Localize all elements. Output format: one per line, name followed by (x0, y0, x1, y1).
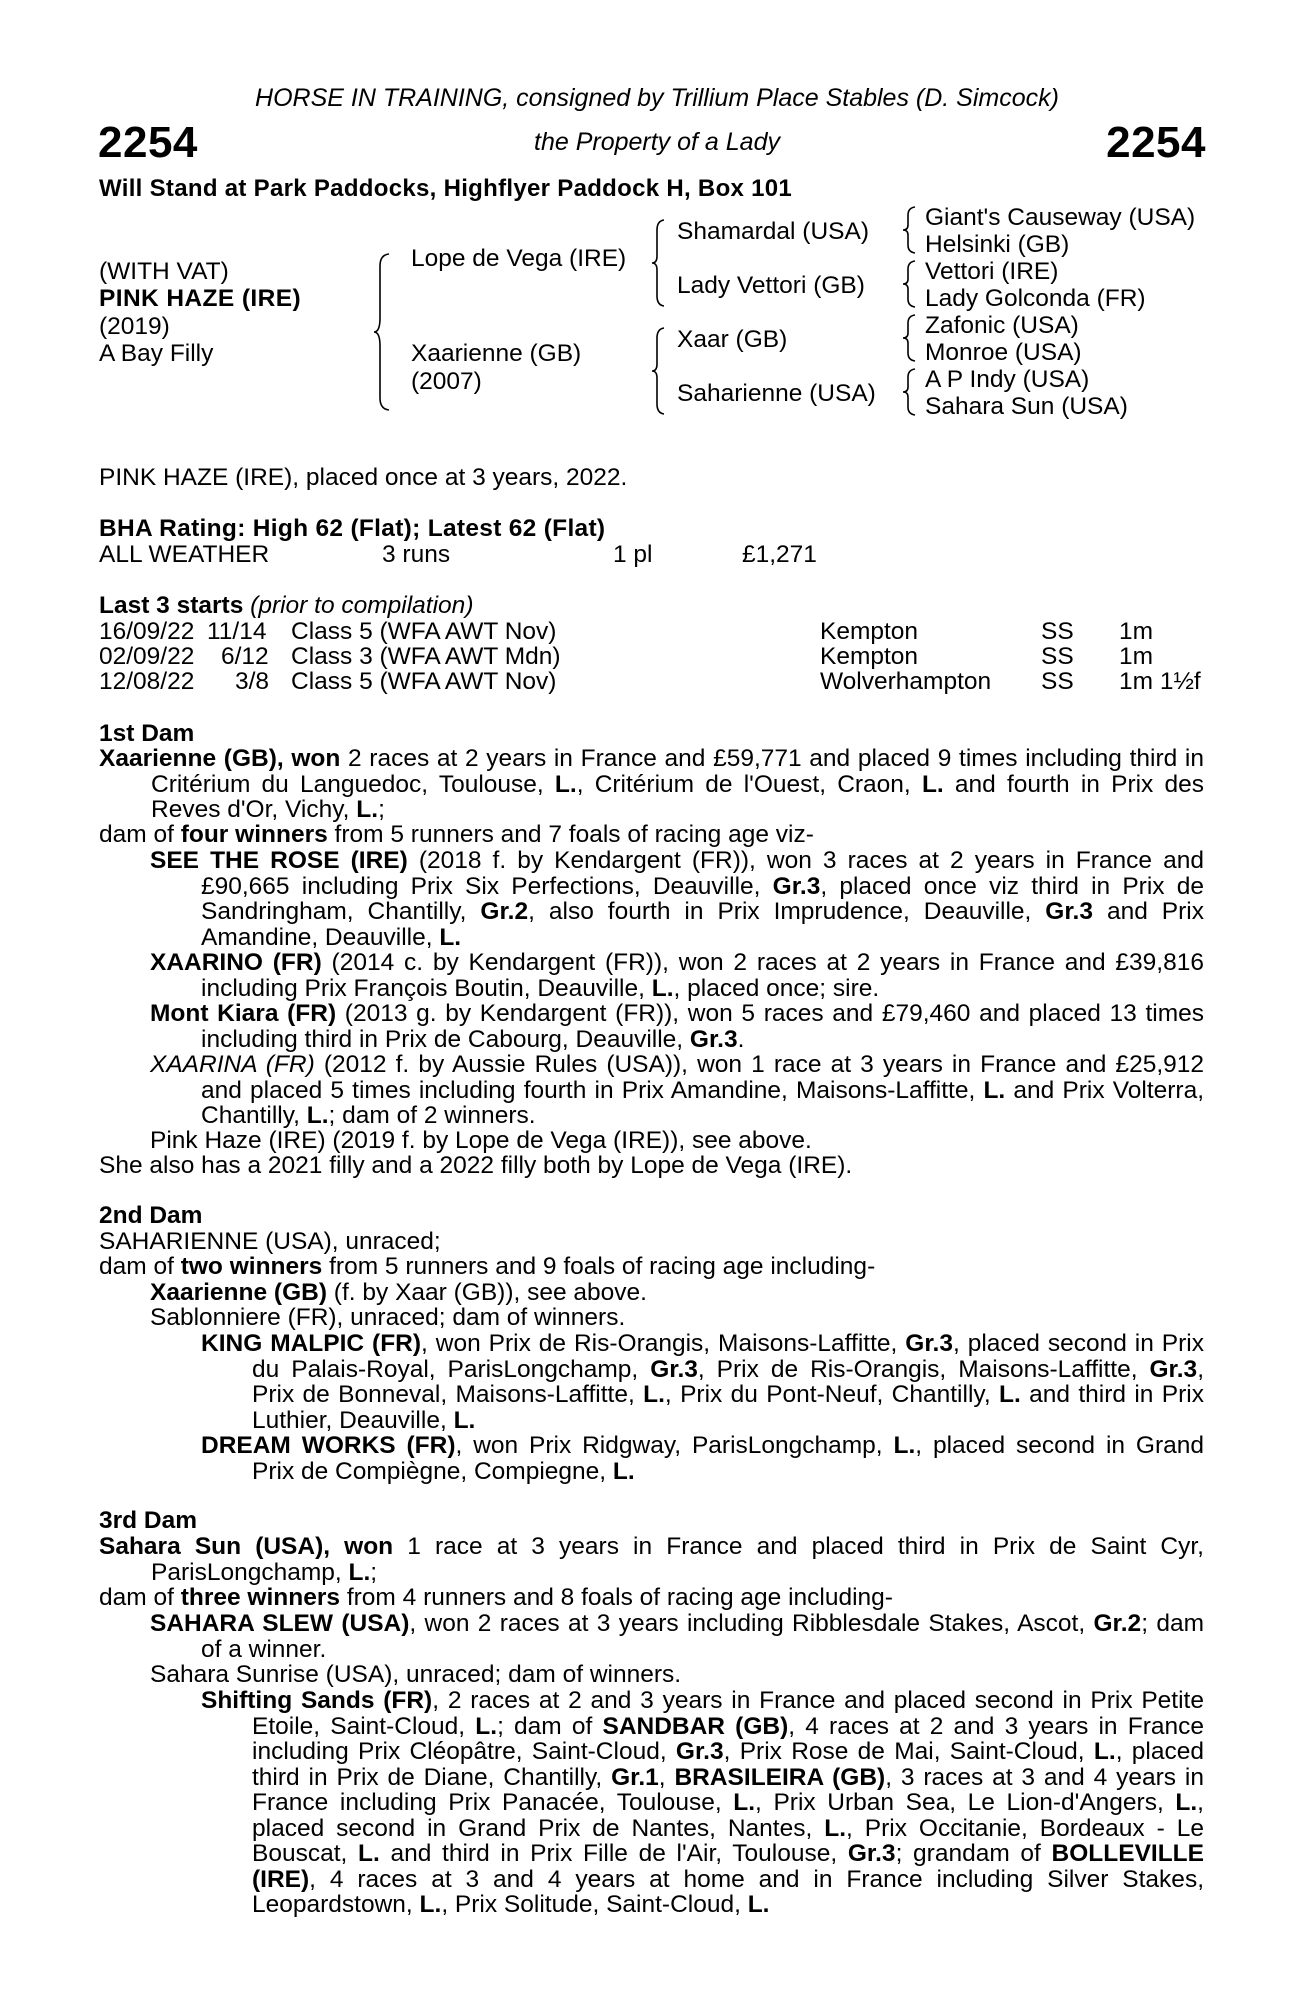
pedigree-dam-year: (2007) (411, 368, 482, 395)
offspring-name: BOLLEVILLE (IRE) (252, 1840, 1204, 1893)
text-run: 2 races at 2 years in France and £59,771 and placed 9 times including third in Critérium du Languedoc, Toulouse, (151, 745, 1205, 798)
text-run: ; dam of (497, 1712, 603, 1740)
grade-badge: Gr.3 (650, 1355, 698, 1383)
text-run: , Prix Occitanie, Bordeaux - Le Bouscat, (252, 1814, 1204, 1867)
text-run: , won 2 races at 3 years including Ribblesdale Stakes, Ascot, (409, 1610, 1094, 1637)
grade-badge: Gr.3 (689, 1025, 738, 1053)
race-summary: PINK HAZE (IRE), placed once at 3 years, 2022. (99, 464, 628, 491)
pedigree-g6: Monroe (USA) (925, 339, 1082, 366)
text-run: ; (370, 1558, 378, 1586)
start-going: SS (1041, 618, 1074, 645)
text-run: , placed third in Prix de Diane, Chantilly, (252, 1738, 1204, 1791)
pedigree-sire-sire: Shamardal (USA) (677, 218, 869, 245)
pedigree-dam-dam: Saharienne (USA) (677, 380, 876, 407)
first-dam-heading: 1st Dam (99, 720, 195, 747)
surface-placed: 1 pl (613, 541, 653, 568)
grade-badge: Gr.3 (772, 872, 821, 900)
text-run: (2014 c. by Kendargent (FR)), won 2 races at 2 years in France and £39,816 including Prix François Boutin, Deauville, (201, 949, 1204, 1002)
text-run: , placed once; sire. (673, 974, 880, 1002)
grade-badge: L. (651, 974, 674, 1002)
first-dam-name: Xaarienne (GB), won (99, 745, 341, 772)
start-race: Class 5 (WFA AWT Nov) (291, 668, 557, 695)
text-run: and Prix Volterra, Chantilly, (201, 1076, 1205, 1129)
start-position: 6/12 (221, 643, 269, 670)
grade-badge: L. (824, 1814, 847, 1842)
grade-badge: L. (893, 1432, 916, 1459)
text-run: , 4 races at 2 and 3 years in France including Prix Cléopâtre, Saint-Cloud, (252, 1712, 1204, 1765)
text-run: (2018 f. by Kendargent (FR)), won 3 races at 2 years in France and £90,665 including Prix Six Perfections, Deauville, (201, 847, 1204, 900)
grade-badge: L. (306, 1102, 329, 1129)
start-race: Class 5 (WFA AWT Nov) (291, 618, 557, 645)
text-run: . (737, 1025, 745, 1053)
text-run: ; dam of a winner. (201, 1610, 1204, 1663)
text-run: from 4 runners and 8 foals of racing age including- (340, 1584, 893, 1611)
start-date: 16/09/22 (99, 618, 195, 645)
table-row (0, 619, 1314, 645)
first-dam-produce (99, 822, 814, 848)
text-run: , 3 races at 3 and 4 years in France including Prix Panacée, Toulouse, (252, 1763, 1204, 1816)
start-going: SS (1041, 643, 1074, 670)
horse-year: (2019) (99, 313, 170, 340)
list-item (150, 848, 1204, 950)
text-run: , Prix Urban Sea, Le Lion-d'Angers, (755, 1789, 1176, 1816)
second-dam-record: SAHARIENNE (USA), unraced; (99, 1228, 441, 1255)
pedigree-g4: Lady Golconda (FR) (925, 285, 1146, 312)
second-dam-heading: 2nd Dam (99, 1202, 203, 1229)
winners-count: two winners (180, 1253, 323, 1280)
text-run: ; dam of 2 winners. (328, 1102, 536, 1129)
start-position: 3/8 (235, 668, 270, 695)
grade-badge: Gr.3 (675, 1738, 724, 1765)
grade-badge: L. (998, 1381, 1021, 1408)
text-run: 1 race at 3 years in France and placed third in Prix de Saint Cyr, ParisLongchamp, (151, 1533, 1204, 1586)
grade-badge: L. (733, 1789, 756, 1816)
text-run: dam of (99, 1584, 181, 1611)
bha-rating: BHA Rating: High 62 (Flat); Latest 62 (Flat) (99, 515, 606, 542)
text-run: and Prix Amandine, Deauville, (201, 898, 1204, 951)
start-date: 02/09/22 (99, 643, 195, 670)
text-run: and fourth in Prix des Reves d'Or, Vichy, (151, 770, 1204, 823)
offspring-name: SEE THE ROSE (IRE) (150, 847, 408, 874)
text-run: , also fourth in Prix Imprudence, Deauville, (528, 898, 1046, 925)
start-race: Class 3 (WFA AWT Mdn) (291, 643, 561, 670)
offspring-name: BRASILEIRA (GB) (674, 1763, 886, 1791)
horse-name: PINK HAZE (IRE) (99, 285, 301, 312)
property-line: the Property of a Lady (534, 128, 780, 156)
text-run: ; (378, 796, 385, 823)
grade-badge: L. (356, 796, 379, 823)
grade-badge: L. (921, 770, 944, 798)
text-run: , won Prix Ridgway, ParisLongchamp, (455, 1432, 894, 1459)
grade-badge: L. (419, 1891, 442, 1918)
text-run: (2013 g. by Kendargent (FR)), won 5 races and £79,460 and placed 13 times including third in Prix de Cabourg, Deauville, (201, 1000, 1204, 1053)
pedigree-brace-main (372, 252, 392, 412)
text-run: , Critérium de l'Ouest, Craon, (576, 770, 922, 798)
text-run: , 4 races at 3 and 4 years at home and in France including Silver Stakes, Leopardstown, (252, 1865, 1204, 1918)
list-item: Sahara Sunrise (USA), unraced; dam of winners. (150, 1661, 682, 1688)
third-dam-produce (99, 1585, 893, 1611)
offspring-name: KING MALPIC (FR) (201, 1330, 422, 1357)
third-dam-name: Sahara Sun (USA), won (99, 1533, 394, 1560)
offspring-name: XAARINA (FR) (150, 1051, 315, 1078)
text-run: , Prix de Bonneval, Maisons-Laffitte, (252, 1355, 1204, 1408)
offspring-name: Mont Kiara (FR) (150, 1000, 337, 1027)
grade-badge: L. (1093, 1738, 1116, 1765)
offspring-name: Xaarienne (GB) (150, 1279, 327, 1306)
text-run: , won Prix de Ris-Orangis, Maisons-Laffitte, (421, 1330, 906, 1357)
grade-badge: L. (554, 770, 577, 798)
pedigree-g1: Giant's Causeway (USA) (925, 204, 1196, 231)
grade-badge: L. (475, 1712, 498, 1740)
text-run: , Prix Solitude, Saint-Cloud, (441, 1891, 748, 1918)
start-distance: 1m (1119, 643, 1154, 670)
text-run: , placed once viz third in Prix de Sandringham, Chantilly, (201, 872, 1204, 925)
start-date: 12/08/22 (99, 668, 195, 695)
offspring-name: Shifting Sands (FR) (201, 1687, 433, 1714)
pedigree-g5: Zafonic (USA) (925, 312, 1079, 339)
grade-badge: Gr.2 (480, 898, 529, 925)
list-item: Pink Haze (IRE) (2019 f. by Lope de Vega (IRE)), see above. (150, 1127, 812, 1154)
pedigree-dam-sire: Xaar (GB) (677, 326, 788, 353)
grade-badge: L. (453, 1406, 476, 1434)
text-run: , Prix Rose de Mai, Saint-Cloud, (723, 1738, 1094, 1765)
lot-number-left: 2254 (98, 118, 198, 167)
grade-badge: L. (983, 1076, 1006, 1104)
pedigree-brace-sire (650, 218, 666, 308)
text-run: , Prix du Pont-Neuf, Chantilly, (664, 1381, 999, 1408)
start-distance: 1m 1½f (1119, 668, 1201, 695)
grade-badge: Gr.3 (847, 1840, 896, 1867)
text-run: , 2 races at 2 and 3 years in France and placed second in Prix Petite Etoile, Saint-Cloud, (252, 1687, 1204, 1740)
text-run: dam of (99, 821, 181, 848)
pedigree-dam: Xaarienne (GB) (411, 340, 582, 367)
list-item (201, 1433, 1204, 1484)
pedigree-brace-g34 (901, 259, 917, 309)
pedigree-brace-dam (650, 326, 666, 416)
text-run: , placed second in Prix du Palais-Royal, ParisLongchamp, (252, 1330, 1204, 1383)
third-dam-heading: 3rd Dam (99, 1507, 198, 1534)
grade-badge: Gr.3 (1149, 1355, 1198, 1383)
table-row (0, 644, 1314, 670)
text-run: from 5 runners and 7 foals of racing age viz- (327, 821, 814, 848)
pedigree-g3: Vettori (IRE) (925, 258, 1059, 285)
last-starts-note: (prior to compilation) (250, 592, 474, 619)
text-run: , placed second in Grand Prix de Compiègne, Compiegne, (252, 1432, 1205, 1485)
list-item (201, 1331, 1204, 1433)
start-distance: 1m (1119, 618, 1154, 645)
grade-badge: L. (439, 923, 462, 951)
list-item (150, 950, 1204, 1001)
start-going: SS (1041, 668, 1074, 695)
text-run: ; grandam of (895, 1840, 1052, 1867)
grade-badge: L. (643, 1381, 665, 1408)
start-course: Kempton (820, 643, 919, 670)
grade-badge: L. (1175, 1789, 1198, 1816)
surface-prize: £1,271 (742, 541, 817, 568)
text-run: and third in Prix Luthier, Deauville, (252, 1381, 1204, 1434)
table-row (0, 669, 1314, 695)
offspring-name: DREAM WORKS (FR) (201, 1432, 456, 1459)
grade-badge: Gr.1 (611, 1763, 659, 1791)
pedigree-brace-g12 (901, 205, 917, 255)
grade-badge: Gr.3 (1045, 898, 1093, 925)
grade-badge: L. (348, 1558, 371, 1586)
pedigree-g8: Sahara Sun (USA) (925, 393, 1128, 420)
consignment-line: HORSE IN TRAINING, consigned by Trillium Place Stables (D. Simcock) (255, 84, 1059, 112)
surface-label: ALL WEATHER (99, 541, 270, 568)
start-course: Kempton (820, 618, 919, 645)
text-run: , Prix de Ris-Orangis, Maisons-Laffitte, (697, 1355, 1150, 1383)
list-item: Sablonniere (FR), unraced; dam of winners. (150, 1304, 626, 1331)
list-item (150, 1611, 1204, 1662)
second-dam-produce (99, 1254, 875, 1280)
list-item (150, 1001, 1204, 1052)
stand-location: Will Stand at Park Paddocks, Highflyer Paddock H, Box 101 (99, 175, 793, 202)
offspring-name: XAARINO (FR) (150, 949, 322, 976)
surface-runs: 3 runs (382, 541, 451, 568)
grade-badge: L. (358, 1840, 380, 1867)
grade-badge: L. (612, 1457, 635, 1485)
text-run: dam of (99, 1253, 181, 1280)
winners-count: four winners (180, 821, 328, 848)
list-item (201, 1688, 1204, 1918)
text-run: (f. by Xaar (GB)), see above. (327, 1279, 647, 1306)
pedigree-g7: A P Indy (USA) (925, 366, 1090, 393)
pedigree-sire: Lope de Vega (IRE) (411, 245, 627, 272)
grade-badge: L. (747, 1891, 770, 1918)
surface-record (0, 542, 1314, 568)
grade-badge: Gr.3 (905, 1330, 953, 1357)
text-run: , (658, 1763, 675, 1791)
offspring-name: SAHARA SLEW (USA) (150, 1610, 410, 1637)
third-dam-record (99, 1534, 1204, 1585)
winners-count: three winners (180, 1584, 341, 1611)
start-position: 11/14 (207, 618, 267, 645)
text-run: (2012 f. by Aussie Rules (USA)), won 1 race at 3 years in France and £25,912 and placed 5 times including fourth in Prix Amandine, Maisons-Laffitte, (201, 1051, 1204, 1104)
list-item (150, 1052, 1204, 1129)
horse-description: A Bay Filly (99, 340, 214, 367)
first-dam-also: She also has a 2021 filly and a 2022 filly both by Lope de Vega (IRE). (99, 1152, 853, 1179)
offspring-name: SANDBAR (GB) (602, 1712, 789, 1740)
list-item (150, 1280, 647, 1306)
vat-note: (WITH VAT) (99, 258, 229, 285)
pedigree-sire-dam: Lady Vettori (GB) (677, 272, 865, 299)
text-run: , placed second in Grand Prix de Nantes, Nantes, (252, 1789, 1204, 1842)
pedigree-g2: Helsinki (GB) (925, 231, 1070, 258)
last-starts-title: Last 3 starts (99, 592, 244, 619)
first-dam-record (99, 746, 1204, 823)
text-run: from 5 runners and 9 foals of racing age including- (322, 1253, 876, 1280)
pedigree-brace-g56 (901, 313, 917, 363)
start-course: Wolverhampton (820, 668, 992, 695)
text-run: and third in Prix Fille de l'Air, Toulouse, (379, 1840, 848, 1867)
last-starts-heading (99, 593, 473, 619)
pedigree-brace-g78 (901, 367, 917, 417)
lot-number-right: 2254 (1106, 118, 1206, 167)
grade-badge: Gr.2 (1093, 1610, 1142, 1637)
